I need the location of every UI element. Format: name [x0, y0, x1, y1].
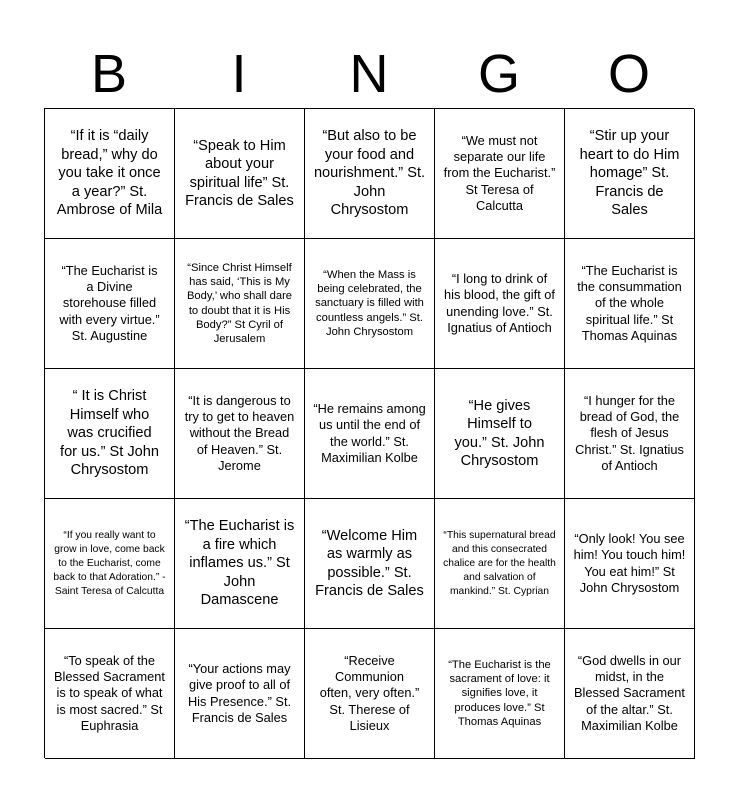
bingo-cell[interactable] — [175, 369, 305, 499]
cell-text: “Receive Communion often, very often.” St. Therese of Lisieux — [319, 652, 420, 733]
cell-text: “God dwells in our midst, in the Blessed Sacrament of the altar.” St. Maximilian Kolbe — [574, 652, 685, 733]
bingo-cell[interactable] — [45, 369, 175, 499]
header-letter-g: G — [477, 44, 520, 104]
cell-text: “We must not separate our life from the Eucharist.” St Teresa of Calcutta — [443, 132, 556, 213]
cell-text: “The Eucharist is a Divine storehouse filled with every virtue.” St. Augustine — [59, 262, 160, 343]
bingo-cell[interactable] — [565, 239, 695, 369]
header-letter-n: N — [349, 44, 389, 104]
bingo-header — [44, 42, 694, 106]
bingo-cell[interactable] — [435, 499, 565, 629]
cell-text: “If you really want to grow in love, come back to the Eucharist, come back to that Adoration.” - Saint Teresa of Calcutta — [53, 529, 166, 597]
bingo-cell[interactable] — [435, 239, 565, 369]
bingo-cell[interactable] — [175, 629, 305, 759]
bingo-cell[interactable] — [305, 629, 435, 759]
bingo-cell[interactable] — [305, 369, 435, 499]
bingo-cell[interactable] — [175, 109, 305, 239]
cell-text: “It is dangerous to try to get to heaven without the Bread of Heaven.” St. Jerome — [184, 392, 295, 473]
bingo-cell[interactable] — [45, 239, 175, 369]
bingo-cell[interactable] — [565, 369, 695, 499]
bingo-board — [44, 108, 694, 758]
cell-text: “Welcome Him as warmly as possible.” St. Francis de Sales — [315, 527, 424, 599]
cell-text: “I long to drink of his blood, the gift of unending love.” St. Ignatius of Antioch — [444, 270, 555, 335]
cell-text: “The Eucharist is the consummation of the whole spiritual life.” St Thomas Aquinas — [577, 262, 682, 343]
cell-text: “When the Mass is being celebrated, the sanctuary is filled with countless angels.” St. John Chrysostom — [315, 268, 424, 338]
bingo-cell[interactable] — [305, 109, 435, 239]
cell-text: “The Eucharist is a fire which inflames us.” St John Damascene — [184, 518, 295, 609]
cell-text: “He remains among us until the end of the world.” St. Maximilian Kolbe — [313, 400, 426, 465]
bingo-cell[interactable] — [45, 499, 175, 629]
cell-text: “Since Christ Himself has said, ‘This is My Body,’ who shall dare to doubt that it is His Body?” St Cyril of Jerusalem — [186, 261, 293, 346]
header-letter-o: O — [607, 44, 650, 104]
bingo-cell[interactable] — [565, 499, 695, 629]
header-letter-i: I — [231, 44, 247, 104]
cell-text: “I hunger for the bread of God, the flesh of Jesus Christ.” St. Ignatius of Antioch — [575, 392, 684, 473]
cell-text: “Speak to Him about your spiritual life” St. Francis de Sales — [185, 137, 294, 209]
cell-text: “ It is Christ Himself who was crucified for us.” St John Chrysostom — [60, 388, 159, 479]
bingo-cell[interactable] — [435, 109, 565, 239]
bingo-cell[interactable] — [565, 109, 695, 239]
bingo-cell[interactable] — [305, 499, 435, 629]
bingo-cell[interactable] — [45, 109, 175, 239]
bingo-cell[interactable] — [435, 629, 565, 759]
bingo-cell[interactable] — [45, 629, 175, 759]
cell-text: “This supernatural bread and this consecrated chalice are for the health and salvation of mankind.” St. Cyprian — [443, 529, 556, 597]
bingo-cell[interactable] — [175, 499, 305, 629]
cell-text: “If it is “daily bread,” why do you take it once a year?” St. Ambrose of Mila — [56, 128, 163, 219]
cell-text: “The Eucharist is the sacrament of love: it signifies love, it produces love.” St Thomas Aquinas — [448, 658, 551, 728]
bingo-cell[interactable] — [435, 369, 565, 499]
cell-text: “To speak of the Blessed Sacrament is to speak of what is most sacred.” St Euphrasia — [54, 652, 165, 733]
cell-text: “Stir up your heart to do Him homage” St. Francis de Sales — [579, 128, 680, 219]
bingo-cell[interactable] — [565, 629, 695, 759]
header-letter-b: B — [90, 44, 128, 104]
bingo-cell[interactable] — [175, 239, 305, 369]
cell-text: “Only look! You see him! You touch him! You eat him!” St John Chrysostom — [573, 530, 686, 595]
cell-text: “But also to be your food and nourishment.” St. John Chrysostom — [313, 128, 426, 219]
bingo-cell[interactable] — [305, 239, 435, 369]
cell-text: “He gives Himself to you.” St. John Chrysostom — [454, 397, 545, 469]
cell-text: “Your actions may give proof to all of His Presence.” St. Francis de Sales — [187, 660, 292, 725]
